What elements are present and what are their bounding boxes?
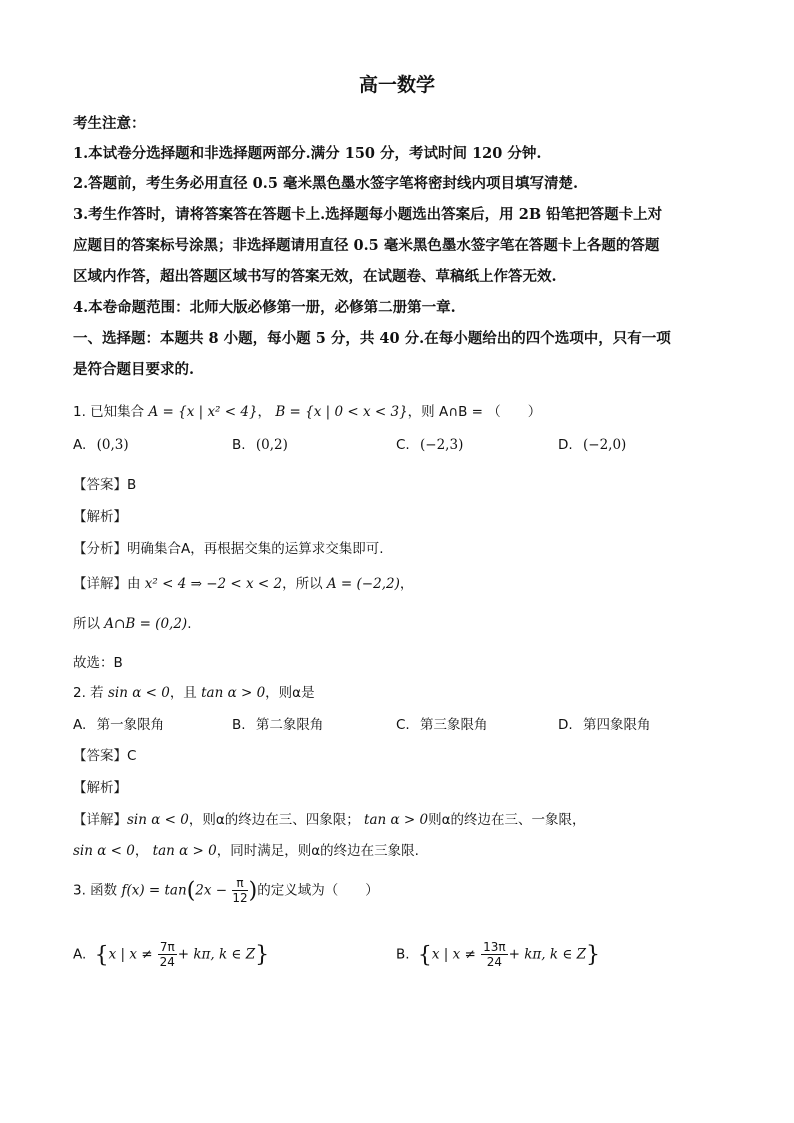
question-2-detail-line-2 — [73, 839, 419, 859]
question-1-detail-line-2 — [73, 612, 191, 632]
section-heading-line-2: 是符合题目要求的. — [73, 361, 195, 378]
answer-value: B — [127, 477, 137, 493]
option-a-fraction — [158, 940, 177, 969]
option-label: A. — [73, 946, 87, 963]
detail-math: x² < 4 ⇒ −2 < x < 2 — [144, 576, 283, 592]
left-brace: { — [94, 942, 109, 968]
detail-text: ，则α的终边在三、四象限； — [188, 812, 360, 828]
detail-text: 由 — [127, 576, 141, 592]
right-brace: } — [255, 942, 270, 968]
option-label: A. — [73, 437, 87, 453]
notice-item-2: 2.答题前，考生务必用直径 0.5 毫米黑色墨水签字笔将密封线内项目填写清楚. — [73, 175, 579, 192]
question-1-set-a: A = {x | x² < 4} — [148, 404, 258, 420]
question-2-analysis-tag: 【解析】 — [73, 780, 127, 796]
detail-math: tan α > 0 — [152, 843, 217, 859]
question-2-detail — [73, 808, 586, 828]
detail-math: A = (−2,2) — [326, 576, 400, 592]
question-1-option-d — [558, 437, 626, 453]
answer-value: C — [127, 748, 137, 764]
answer-tag: 【答案】 — [73, 748, 127, 764]
notice-item-3-line-2: 应题目的答案标号涂黑；非选择题请用直径 0.5 毫米黑色墨水签字笔在答题卡上各题的答题 — [73, 237, 660, 254]
question-1-fenxi — [73, 537, 384, 557]
question-2-option-b — [232, 713, 323, 733]
question-1-option-c — [396, 437, 463, 453]
detail-text: ， — [399, 576, 414, 592]
notice-heading: 考生注意： — [73, 115, 146, 132]
notice-item-4: 4.本卷命题范围：北师大版必修第一册，必修第二册第一章. — [73, 299, 456, 316]
question-1-answer — [73, 473, 136, 493]
fenxi-tag: 【分析】 — [73, 541, 127, 557]
question-1-prefix: 1. 已知集合 — [73, 404, 145, 420]
option-label: D. — [558, 717, 573, 733]
section-heading-line-1: 一、选择题：本题共 8 小题，每小题 5 分，共 40 分.在每小题给出的四个选项中，只有一项 — [73, 330, 671, 347]
option-value: (0,2) — [255, 437, 288, 453]
question-1-set-b: B = {x | 0 < x < 3} — [275, 404, 408, 420]
option-label: B. — [232, 717, 246, 733]
option-value: 第三象限角 — [420, 717, 488, 733]
fraction-denominator: 24 — [486, 955, 503, 969]
question-1-detail — [73, 572, 413, 592]
right-brace: } — [586, 942, 600, 968]
question-2-text: ，则α是 — [265, 685, 315, 701]
question-2-answer — [73, 744, 136, 764]
question-2-text: ，且 — [169, 685, 197, 701]
detail-math: sin α < 0 — [127, 812, 189, 828]
question-1-ask: ，则 A∩B = （ ） — [407, 404, 542, 420]
question-3-prefix: 3. 函数 — [73, 882, 118, 899]
question-1-stem: 1. 已知集合 A = {x | x² < 4}， B = {x | 0 < x < 3}，则 A∩B = （ ） — [73, 404, 542, 420]
detail-text: . — [187, 616, 192, 632]
option-label: C. — [396, 437, 410, 453]
notice-item-3-line-3: 区域内作答，超出答题区域书写的答案无效，在试题卷、草稿纸上作答无效. — [73, 268, 557, 285]
question-1-option-a — [73, 437, 129, 453]
detail-text: ， — [134, 843, 149, 859]
fenxi-text: 明确集合A，再根据交集的运算求交集即可. — [127, 541, 384, 557]
detail-tag: 【详解】 — [73, 812, 127, 828]
fraction-numerator: 13π — [483, 940, 506, 954]
notice-item-3-line-1: 3.考生作答时，请将答案答在答题卡上.选择题每小题选出答案后，用 2B 铅笔把答题卡上对 — [73, 206, 663, 223]
detail-text: 则α的终边在三、一象限， — [428, 812, 586, 828]
question-3-stem — [73, 876, 379, 905]
fraction-numerator: π — [232, 876, 247, 891]
question-3-argument: 2x − — [195, 882, 228, 899]
question-3-option-a — [73, 940, 269, 969]
question-2-option-d — [558, 713, 650, 733]
detail-tag: 【详解】 — [73, 576, 127, 592]
detail-text: ，同时满足，则α的终边在三象限. — [216, 843, 419, 859]
option-label: B. — [232, 437, 246, 453]
option-math: + kπ, k ∈ Z — [177, 946, 256, 963]
option-value: (−2,3) — [420, 437, 464, 453]
question-3-suffix: 的定义域为（ ） — [257, 882, 379, 899]
option-math: x | x ≠ — [431, 946, 476, 963]
option-math: x | x ≠ — [108, 946, 153, 963]
question-2-prefix: 2. 若 — [73, 685, 104, 701]
question-1-option-b — [232, 437, 288, 453]
fraction-denominator: 24 — [159, 955, 175, 969]
question-2-option-c — [396, 713, 488, 733]
question-3-function: f(x) = tan — [121, 882, 187, 899]
option-b-fraction — [481, 940, 508, 969]
question-1-choose: 故选：B — [73, 655, 123, 671]
question-2-math: tan α > 0 — [201, 685, 266, 701]
fraction-denominator: 12 — [232, 891, 248, 905]
question-2-stem — [73, 681, 315, 701]
detail-text: ，所以 — [282, 576, 323, 592]
option-label: C. — [396, 717, 410, 733]
right-paren: ) — [248, 878, 258, 904]
option-label: A. — [73, 717, 87, 733]
left-brace: { — [417, 942, 432, 968]
fraction-numerator: 7π — [159, 940, 175, 954]
question-1-analysis-tag: 【解析】 — [73, 509, 127, 525]
option-label: B. — [396, 946, 410, 963]
pi-over-12-fraction — [232, 876, 247, 905]
notice-item-1: 1.本试卷分选择题和非选择题两部分.满分 150 分，考试时间 120 分钟. — [73, 145, 542, 162]
detail-math: tan α > 0 — [364, 812, 429, 828]
option-label: D. — [558, 437, 573, 453]
detail-math: A∩B = (0,2) — [104, 616, 188, 632]
option-value: 第四象限角 — [582, 717, 651, 733]
option-math: + kπ, k ∈ Z — [508, 946, 586, 963]
left-paren: ( — [186, 878, 196, 904]
detail-text: 所以 — [73, 616, 100, 632]
question-2-option-a — [73, 713, 164, 733]
answer-tag: 【答案】 — [73, 477, 127, 493]
option-value: 第一象限角 — [96, 717, 165, 733]
question-2-math: sin α < 0 — [107, 685, 170, 701]
option-value: 第二象限角 — [255, 717, 324, 733]
question-3-option-b — [396, 940, 600, 969]
detail-math: sin α < 0 — [73, 843, 135, 859]
option-value: (−2,0) — [582, 437, 627, 453]
page-title: 高一数学 — [358, 74, 435, 96]
option-value: (0,3) — [96, 437, 129, 453]
